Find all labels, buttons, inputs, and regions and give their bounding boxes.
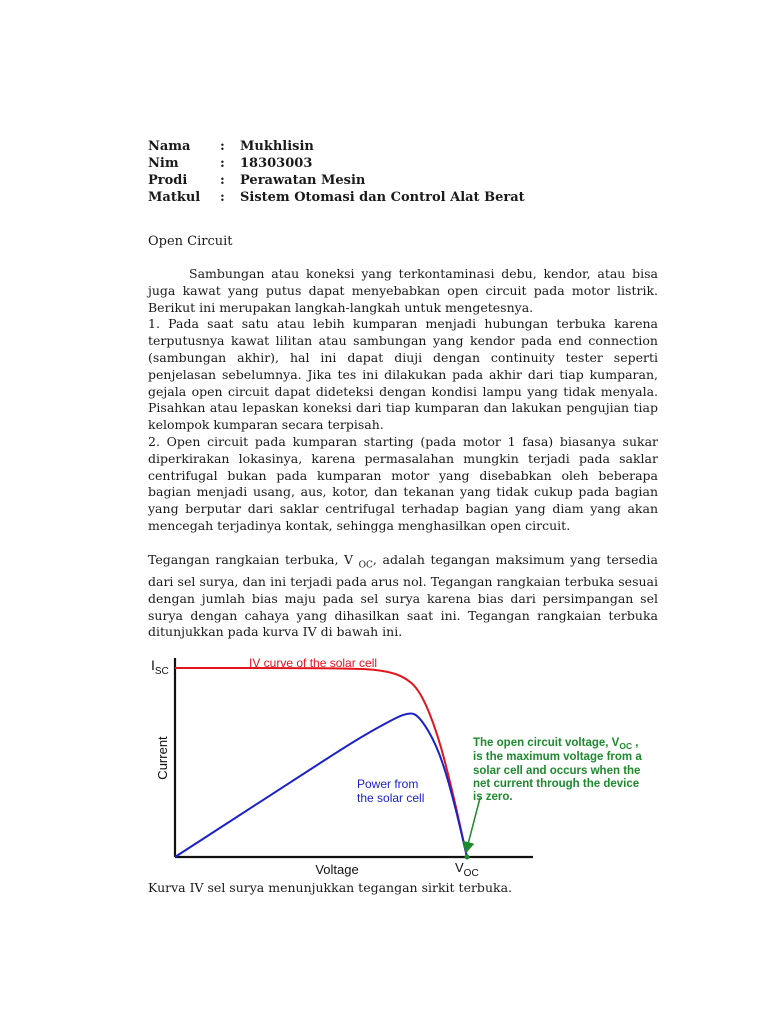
info-label: Nim: [148, 156, 179, 171]
section-heading: Open Circuit: [148, 234, 233, 249]
figure-caption: Kurva IV sel surya menunjukkan tegangan sirkit terbuka.: [148, 880, 512, 895]
info-row-nim: [148, 155, 525, 172]
power-label-line1: Power from: [357, 777, 419, 791]
info-label: Nama: [148, 139, 191, 154]
annotation-line-4: net current through the device: [473, 778, 640, 790]
body-text: [148, 266, 658, 641]
info-row-matkul: [148, 189, 525, 206]
iv-curve-figure: [145, 650, 665, 884]
iv-curve-label: IV curve of the solar cell: [249, 656, 378, 670]
y-axis-label: Current: [155, 736, 170, 780]
annotation-line-5: is zero.: [473, 791, 513, 803]
voc-text-end: , adalah tegangan maksimum yang tersedia dari sel surya, dan ini terjadi pada arus nol. Tegangan rangkaian terbuka sesuai dengan jumlah bias maju pada sel surya karena bias dari persimpangan sel surya dengan cahaya yang dihasilkan saat ini. Tegangan rangkaian terbuka ditunjukkan pada kurva IV di bawah ini.: [148, 551, 658, 640]
info-separator: :: [220, 190, 225, 205]
voc-text-start: Tegangan rangkaian terbuka, V: [148, 551, 354, 567]
voc-point: [465, 855, 470, 860]
info-row-nama: [148, 138, 525, 155]
power-curve-line: [175, 714, 467, 857]
info-separator: :: [220, 156, 225, 171]
info-value: Perawatan Mesin: [240, 173, 366, 188]
info-value: Mukhlisin: [240, 139, 314, 154]
info-separator: :: [220, 173, 225, 188]
isc-label: $I_{SC}$: [151, 657, 169, 677]
annotation-arrow: [467, 798, 480, 848]
annotation-line-3: solar cell and occurs when the: [473, 765, 641, 777]
voc-subscript: OC: [358, 560, 373, 571]
student-info: [148, 138, 525, 206]
voc-annotation: [473, 737, 642, 803]
power-label-line2: the solar cell: [357, 791, 425, 805]
info-row-prodi: [148, 172, 525, 189]
info-value: 18303003: [240, 156, 313, 171]
paragraph-intro: Sambungan atau koneksi yang terkontaminasi debu, kendor, atau bisa juga kawat yang putus dapat menyebabkan open circuit pada motor listrik. Berikut ini merupakan langkah-langkah untuk mengetesnya.: [148, 266, 658, 315]
iv-chart: [145, 650, 665, 880]
paragraph-item-1: 1. Pada saat satu atau lebih kumparan menjadi hubungan terbuka karena terputusnya kawat lilitan atau sambungan yang kendor pada end connection (sambungan akhir), hal ini dapat diuji dengan continuity tester seperti penjelasan sebelumnya. Jika tes ini dilakukan pada akhir dari tiap kumparan, gejala open circuit dapat dideteksi dengan kondisi lampu yang tidak menyala. Pisahkan atau lepaskan koneksi dari tiap kumparan dan lakukan pengujian tiap kelompok kumparan secara terpisah.: [148, 316, 658, 433]
info-label: Matkul: [148, 190, 201, 205]
x-axis-label: Voltage: [315, 862, 359, 877]
paragraph-voc: [148, 552, 658, 641]
paragraph-item-2: 2. Open circuit pada kumparan starting (pada motor 1 fasa) biasanya sukar diperkirakan lokasinya, karena permasalahan mungkin terjadi pada saklar centrifugal bukan pada kumparan motor yang disebabkan oleh beberapa bagian menjadi usang, aus, kotor, dan tekanan yang tidak cukup pada bagian yang berputar dari saklar centrifugal terhadap bagian yang diam yang akan mencegah terjadinya kontak, sehingga menghasilkan open circuit.: [148, 433, 658, 533]
info-value: Sistem Otomasi dan Control Alat Berat: [240, 190, 525, 205]
annotation-line-2: is the maximum voltage from a: [473, 751, 642, 763]
info-label: Prodi: [148, 173, 188, 188]
annotation-line-1: The open circuit voltage, $V_{OC}$ ,: [473, 737, 639, 751]
info-separator: :: [220, 139, 225, 154]
voc-label: $V_{OC}$: [455, 860, 479, 879]
